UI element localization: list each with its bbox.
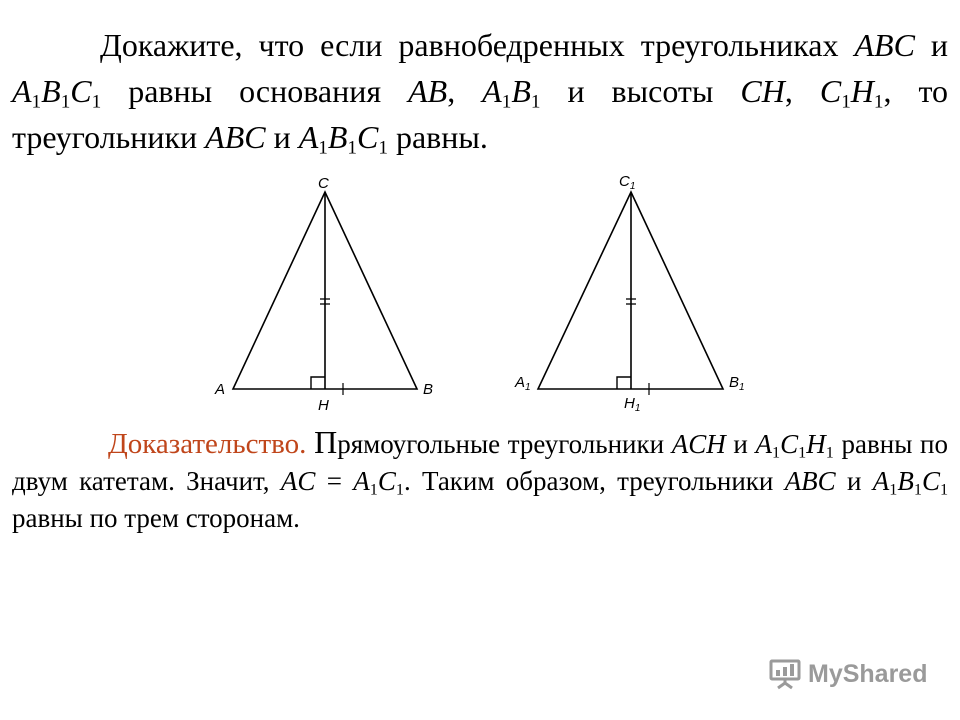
myshared-watermark [768,656,927,692]
problem-statement: Докажите, что если равнобедренных треугольниках ABC и $A_1B_1C_1$ равны основания AB, $A_1B_1$ и высоты CH, $C_1H_1$, то треугольники ABC и $A_1B_1C_1$ равны. [12,27,949,159]
vertex-b-label: B [423,381,434,398]
triangle-a1b1c1-figure [510,166,760,416]
vertex-b1-label: $B_1$ [729,374,745,393]
vertex-a-label: A [215,381,226,398]
triangle-abc-figure [205,170,445,415]
vertex-h-label: H [318,397,329,414]
proof-text: Доказательство. Прямоугольные треугольники ACH и $A_1C_1H_1$ равны по двум катетам. Значит, AC = $A_1C_1$. Таким образом, треугольники ABC и $A_1B_1C_1$ равны по трем сторонам. [12,424,949,533]
vertex-c-label: C [318,175,329,192]
vertex-c1-label: $C_1$ [619,173,636,192]
proof-title: Доказательство. [108,428,307,460]
right-angle-mark [311,377,325,389]
vertex-a1-label: $A_1$ [515,374,531,393]
presentation-icon [768,658,802,690]
right-angle-mark [617,377,631,389]
watermark-text: MyShared [808,659,928,688]
vertex-h1-label: $H_1$ [624,395,641,414]
